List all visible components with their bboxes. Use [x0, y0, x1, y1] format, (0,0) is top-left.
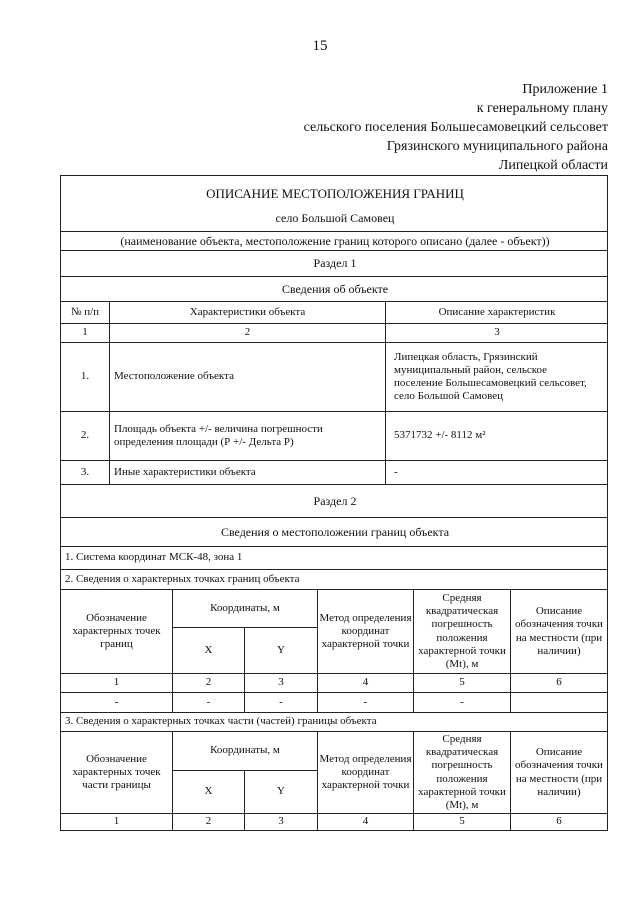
col-point-designation: Обозначение характерных точек границ	[72, 611, 161, 651]
col-characteristic-header: Характеристики объекта	[189, 305, 306, 318]
index-cell: 5	[459, 815, 465, 828]
col-x: X	[204, 643, 213, 656]
index-cell: 6	[556, 676, 562, 689]
appendix-line-5: Липецкой области	[498, 158, 608, 173]
description-other: -	[394, 465, 398, 478]
index-cell: 3	[494, 326, 500, 339]
col-method: Метод определения координат характерной точки	[319, 752, 412, 792]
coordinate-system: 1. Система координат МСК-48, зона 1	[65, 551, 243, 564]
col-part-point-designation: Обозначение характерных точек части границы	[72, 752, 161, 792]
col-description-header: Описание характеристик	[438, 305, 556, 318]
table-cell: -	[363, 695, 368, 708]
col-coordinates: Координаты, м	[210, 601, 280, 614]
appendix-line-2: к генеральному плану	[476, 101, 608, 116]
table-cell: -	[206, 695, 211, 708]
parts-section-title: 3. Сведения о характерных точках части (частей) границы объекта	[65, 715, 377, 728]
index-cell: 1	[113, 676, 120, 689]
index-cell: 5	[459, 676, 465, 689]
table-cell: -	[114, 695, 119, 708]
appendix-line-1: Приложение 1	[522, 82, 608, 97]
col-y: Y	[277, 785, 285, 798]
characteristic-other: Иные характеристики объекта	[114, 465, 256, 478]
index-cell: 2	[205, 815, 212, 828]
col-no-header: № п/п	[70, 305, 100, 318]
table-cell: -	[460, 695, 464, 708]
section2-title: Раздел 2	[313, 493, 357, 508]
col-method: Метод определения координат характерной точки	[319, 611, 412, 651]
appendix-line-4: Грязинского муниципального района	[386, 139, 608, 154]
index-cell: 4	[362, 815, 369, 828]
index-cell: 2	[244, 326, 251, 339]
table-cell	[511, 693, 607, 712]
col-y: Y	[277, 643, 285, 656]
col-point-description: Описание обозначения точки на местности (при наличии)	[515, 746, 603, 798]
index-cell: 1	[82, 326, 88, 339]
page-number: 15	[312, 38, 328, 54]
row-number: 1.	[80, 370, 90, 383]
index-cell: 1	[113, 815, 120, 828]
col-coordinates: Координаты, м	[210, 744, 280, 757]
form-title: ОПИСАНИЕ МЕСТОПОЛОЖЕНИЯ ГРАНИЦ	[206, 186, 464, 202]
object-note: (наименование объекта, местоположение границ которого описано (далее - объект))	[120, 233, 550, 248]
table-cell: -	[279, 695, 283, 708]
description-area: 5371732 +/- 8112 м²	[394, 429, 486, 442]
index-cell: 6	[556, 815, 562, 828]
col-mean-error: Средняя квадратическая погрешность положения характерной точки (Mt), м	[418, 732, 506, 811]
points-section-title: 2. Сведения о характерных точках границ объекта	[65, 572, 300, 585]
characteristic-location: Местоположение объекта	[114, 370, 234, 383]
boundary-description-form	[60, 175, 608, 831]
index-cell: 2	[205, 676, 212, 689]
col-mean-error: Средняя квадратическая погрешность положения характерной точки (Mt), м	[418, 591, 506, 670]
description-location: Липецкая область, Грязинский муниципальный район, сельское поселение Большесамовецкий сельсовет, село Большой Самовец	[394, 350, 587, 403]
index-cell: 3	[278, 676, 284, 689]
index-cell: 3	[278, 815, 284, 828]
index-cell: 4	[362, 676, 369, 689]
characteristic-area: Площадь объекта +/- величина погрешности определения площади (Р +/- Дельта Р)	[114, 422, 323, 448]
row-number: 3.	[80, 465, 90, 478]
section1-title: Раздел 1	[313, 256, 357, 271]
appendix-line-3: сельского поселения Большесамовецкий сельсовет	[303, 120, 608, 135]
col-point-description: Описание обозначения точки на местности (при наличии)	[515, 605, 603, 657]
section1-subtitle: Сведения об объекте	[281, 281, 389, 296]
col-x: X	[204, 785, 213, 798]
section2-subtitle: Сведения о местоположении границ объекта	[220, 524, 450, 539]
row-number: 2.	[80, 429, 90, 442]
object-name: село Большой Самовец	[275, 210, 395, 225]
